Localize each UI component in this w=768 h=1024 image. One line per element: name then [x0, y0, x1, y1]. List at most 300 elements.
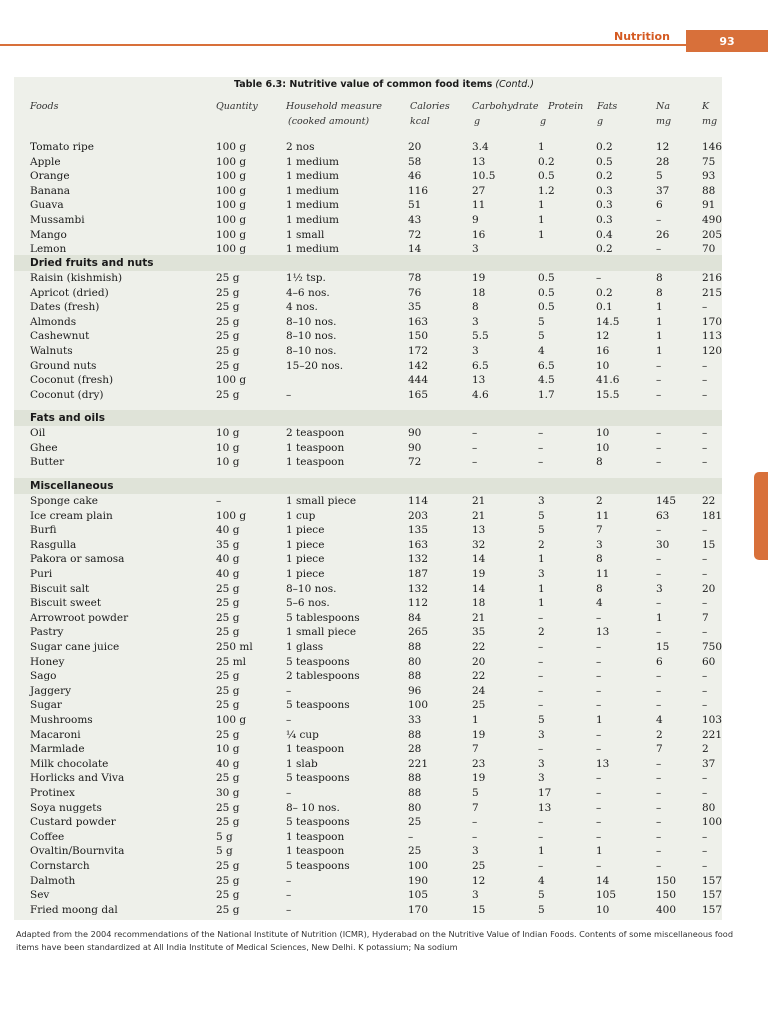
cell-potassium: –	[702, 860, 708, 872]
cell-household-measure: 2 nos	[286, 141, 315, 153]
cell-protein: 3	[538, 728, 545, 741]
table-row	[30, 596, 730, 610]
cell-carbohydrate: –	[472, 830, 478, 843]
cell-potassium: 22	[702, 495, 716, 507]
cell-quantity: 25 g	[216, 597, 240, 610]
cell-household-measure: 1 medium	[286, 199, 339, 212]
cell-fats: –	[596, 743, 602, 756]
cell-calories: 163	[408, 315, 429, 328]
cell-protein: 0.5	[538, 301, 555, 314]
cell-calories: 80	[408, 655, 422, 668]
cell-protein: –	[538, 816, 544, 829]
cell-protein: –	[538, 456, 544, 469]
col-header-k-unit: mg	[702, 116, 718, 127]
col-header-fats: Fats	[597, 101, 618, 112]
cell-calories: 142	[408, 359, 429, 372]
table-row	[30, 441, 730, 455]
cell-carbohydrate: 13	[472, 374, 486, 387]
cell-quantity: 25 g	[216, 388, 240, 401]
cell-carbohydrate: 14	[472, 553, 486, 566]
cell-potassium: 91	[702, 199, 716, 212]
cell-calories: 90	[408, 427, 422, 439]
header-rule	[0, 44, 768, 46]
cell-quantity: 25 g	[216, 330, 240, 343]
cell-household-measure: 1 medium	[286, 184, 339, 197]
cell-food-name: Apricot (dried)	[30, 286, 109, 299]
cell-sodium: –	[656, 388, 662, 401]
cell-protein: 5	[538, 889, 545, 902]
cell-household-measure: 1 teaspoon	[286, 743, 345, 756]
cell-sodium: 2	[656, 728, 663, 741]
cell-protein: 17	[538, 787, 552, 799]
cell-protein: 1.7	[538, 388, 555, 401]
cell-protein: 6.5	[538, 359, 555, 372]
cell-protein: 1.2	[538, 184, 555, 197]
cell-quantity: 100 g	[216, 509, 247, 522]
cell-calories: 112	[408, 597, 429, 610]
cell-food-name: Guava	[30, 199, 64, 212]
cell-carbohydrate: 21	[472, 495, 486, 507]
cell-food-name: Burfi	[30, 524, 57, 537]
cell-food-name: Coconut (dry)	[30, 388, 104, 401]
cell-fats: –	[596, 772, 602, 785]
cell-fats: 8	[596, 456, 603, 469]
cell-potassium: 15	[702, 538, 716, 551]
cell-calories: 444	[408, 374, 429, 387]
cell-carbohydrate: –	[472, 456, 478, 469]
col-header-carbohydrate: Carbohydrate	[472, 101, 539, 112]
cell-sodium: –	[656, 597, 662, 610]
cell-sodium: –	[656, 456, 662, 469]
cell-protein: 1	[538, 199, 545, 212]
cell-sodium: –	[656, 441, 662, 454]
cell-potassium: 100	[702, 816, 723, 829]
table-row	[30, 373, 730, 387]
cell-potassium: –	[702, 699, 708, 712]
cell-fats: 10	[596, 427, 610, 439]
cell-sodium: 8	[656, 272, 663, 284]
cell-potassium: –	[702, 845, 708, 858]
cell-food-name: Raisin (kishmish)	[30, 272, 123, 284]
cell-quantity: 250 ml	[216, 641, 253, 653]
cell-fats: 0.5	[596, 155, 613, 168]
cell-carbohydrate: 9	[472, 214, 479, 226]
cell-carbohydrate: 15	[472, 903, 486, 916]
table-row	[30, 815, 730, 829]
cell-quantity: 25 g	[216, 684, 240, 697]
cell-sodium: 37	[656, 184, 670, 197]
cell-food-name: Sugar	[30, 699, 62, 712]
cell-potassium: –	[702, 427, 708, 439]
table-row	[30, 888, 730, 902]
cell-food-name: Protinex	[30, 787, 75, 799]
cell-protein: –	[538, 427, 544, 439]
cell-fats: 0.3	[596, 184, 613, 197]
cell-protein: –	[538, 611, 544, 624]
cell-potassium: 93	[702, 170, 716, 183]
cell-sodium: 4	[656, 714, 663, 726]
table-row	[30, 713, 730, 727]
cell-household-measure: 1 medium	[286, 155, 339, 168]
table-row	[30, 786, 730, 800]
cell-carbohydrate: 25	[472, 699, 486, 712]
cell-calories: 135	[408, 524, 429, 537]
cell-quantity: 40 g	[216, 524, 240, 537]
table-row	[30, 228, 730, 242]
cell-quantity: 25 g	[216, 345, 240, 357]
cell-calories: 90	[408, 441, 422, 454]
cell-calories: 72	[408, 228, 422, 241]
cell-household-measure: –	[286, 388, 292, 401]
cell-calories: 88	[408, 641, 422, 653]
cell-protein: 0.2	[538, 155, 555, 168]
col-header-protein-unit: g	[540, 116, 547, 127]
cell-sodium: –	[656, 684, 662, 697]
cell-carbohydrate: 22	[472, 670, 486, 683]
cell-food-name: Horlicks and Viva	[30, 772, 125, 785]
section-heading: Dried fruits and nuts	[30, 257, 154, 269]
cell-food-name: Mussambi	[30, 214, 85, 226]
cell-potassium: –	[702, 359, 708, 372]
cell-fats: 0.2	[596, 170, 613, 183]
cell-sodium: –	[656, 845, 662, 858]
cell-calories: 165	[408, 388, 429, 401]
cell-household-measure: 4 nos.	[286, 301, 318, 314]
cell-household-measure: 1 piece	[286, 524, 325, 537]
cell-quantity: 25 g	[216, 903, 240, 916]
cell-potassium: 221	[702, 728, 723, 741]
cell-sodium: 26	[656, 228, 670, 241]
cell-sodium: 150	[656, 889, 677, 902]
cell-potassium: –	[702, 374, 708, 387]
cell-protein: 2	[538, 538, 545, 551]
cell-sodium: –	[656, 757, 662, 770]
cell-fats: 0.3	[596, 199, 613, 212]
cell-sodium: –	[656, 787, 662, 799]
cell-protein: 1	[538, 553, 545, 566]
cell-potassium: –	[702, 568, 708, 580]
cell-sodium: –	[656, 626, 662, 639]
cell-calories: 221	[408, 757, 429, 770]
cell-household-measure: 1½ tsp.	[286, 272, 326, 284]
cell-calories: 88	[408, 728, 422, 741]
cell-sodium: –	[656, 860, 662, 872]
cell-food-name: Jaggery	[30, 684, 72, 697]
cell-household-measure: 5–6 nos.	[286, 597, 330, 610]
cell-carbohydrate: 11	[472, 199, 486, 212]
cell-quantity: 10 g	[216, 441, 240, 454]
table-row	[30, 213, 730, 227]
cell-calories: 116	[408, 184, 429, 197]
cell-food-name: Cashewnut	[30, 330, 90, 343]
table-row	[30, 655, 730, 669]
table-row	[30, 455, 730, 469]
cell-potassium: 490	[702, 214, 723, 226]
cell-calories: 88	[408, 787, 422, 799]
cell-carbohydrate: 21	[472, 611, 486, 624]
cell-food-name: Ghee	[30, 441, 58, 454]
cell-protein: –	[538, 699, 544, 712]
table-row	[30, 742, 730, 756]
cell-protein: 3	[538, 495, 545, 507]
table-row	[30, 271, 730, 285]
cell-household-measure: 5 teaspoons	[286, 699, 350, 712]
cell-protein: 0.5	[538, 272, 555, 284]
cell-carbohydrate: 27	[472, 184, 486, 197]
cell-sodium: –	[656, 830, 662, 843]
section-band	[14, 478, 722, 494]
cell-calories: 46	[408, 170, 422, 183]
cell-fats: –	[596, 787, 602, 799]
table-row	[30, 771, 730, 785]
cell-protein: 5	[538, 315, 545, 328]
cell-carbohydrate: 32	[472, 538, 486, 551]
cell-carbohydrate: 6.5	[472, 359, 489, 372]
cell-protein: 0.5	[538, 170, 555, 183]
cell-food-name: Coffee	[30, 830, 65, 843]
cell-quantity: –	[216, 495, 222, 507]
cell-protein: –	[538, 641, 544, 653]
cell-food-name: Fried moong dal	[30, 903, 118, 916]
cell-fats: –	[596, 655, 602, 668]
cell-potassium: 170	[702, 315, 723, 328]
cell-quantity: 25 g	[216, 728, 240, 741]
cell-food-name: Sponge cake	[30, 495, 98, 507]
table-row	[30, 286, 730, 300]
cell-food-name: Oil	[30, 427, 46, 439]
cell-quantity: 25 g	[216, 582, 240, 595]
cell-protein: 5	[538, 330, 545, 343]
cell-household-measure: 1 teaspoon	[286, 845, 345, 858]
cell-sodium: 63	[656, 509, 670, 522]
col-header-protein: Protein	[548, 101, 584, 112]
cell-food-name: Biscuit sweet	[30, 597, 102, 610]
cell-sodium: 1	[656, 345, 663, 357]
cell-fats: –	[596, 801, 602, 814]
cell-food-name: Macaroni	[30, 728, 81, 741]
cell-carbohydrate: 35	[472, 626, 486, 639]
cell-protein: –	[538, 441, 544, 454]
cell-food-name: Pastry	[30, 626, 64, 639]
cell-calories: 203	[408, 509, 429, 522]
table-row	[30, 184, 730, 198]
col-header-calories: Calories	[410, 101, 450, 112]
cell-carbohydrate: 3	[472, 315, 479, 328]
cell-protein: –	[538, 670, 544, 683]
cell-food-name: Cornstarch	[30, 860, 90, 872]
cell-food-name: Puri	[30, 568, 53, 580]
col-header-measure-sub: (cooked amount)	[288, 116, 370, 127]
cell-protein: 3	[538, 568, 545, 580]
table-row	[30, 698, 730, 712]
cell-carbohydrate: 7	[472, 801, 479, 814]
cell-calories: 20	[408, 141, 422, 153]
cell-calories: 33	[408, 714, 422, 726]
table-row	[30, 669, 730, 683]
cell-carbohydrate: 1	[472, 714, 479, 726]
cell-potassium: –	[702, 301, 708, 314]
cell-household-measure: 8–10 nos.	[286, 315, 337, 328]
cell-carbohydrate: 14	[472, 582, 486, 595]
cell-protein: 1	[538, 214, 545, 226]
cell-protein: 1	[538, 141, 545, 153]
cell-household-measure: 4–6 nos.	[286, 286, 330, 299]
cell-potassium: 60	[702, 655, 716, 668]
cell-quantity: 25 g	[216, 301, 240, 314]
cell-quantity: 25 g	[216, 801, 240, 814]
cell-protein: 13	[538, 801, 552, 814]
cell-fats: 3	[596, 538, 603, 551]
table-row	[30, 494, 730, 508]
cell-calories: 14	[408, 243, 422, 256]
cell-potassium: –	[702, 787, 708, 799]
col-header-measure: Household measure	[286, 101, 383, 112]
cell-quantity: 25 g	[216, 889, 240, 902]
cell-quantity: 10 g	[216, 743, 240, 756]
cell-fats: 16	[596, 345, 610, 357]
cell-household-measure: 8– 10 nos.	[286, 801, 340, 814]
cell-sodium: 400	[656, 903, 677, 916]
cell-quantity: 100 g	[216, 374, 247, 387]
cell-carbohydrate: 25	[472, 860, 486, 872]
cell-sodium: 28	[656, 155, 670, 168]
cell-carbohydrate: 23	[472, 757, 486, 770]
cell-protein: 1	[538, 582, 545, 595]
cell-sodium: –	[656, 374, 662, 387]
cell-food-name: Sev	[30, 889, 50, 902]
cell-protein: 2	[538, 626, 545, 639]
table-row	[30, 830, 730, 844]
cell-sodium: –	[656, 699, 662, 712]
col-header-na: Na	[656, 101, 670, 112]
cell-protein: 4.5	[538, 374, 555, 387]
cell-fats: 11	[596, 568, 610, 580]
cell-fats: –	[596, 860, 602, 872]
cell-quantity: 100 g	[216, 184, 247, 197]
table-row	[30, 388, 730, 402]
cell-carbohydrate: 24	[472, 684, 486, 697]
cell-food-name: Butter	[30, 456, 65, 469]
cell-household-measure: –	[286, 684, 292, 697]
cell-carbohydrate: 12	[472, 874, 486, 887]
cell-sodium: 8	[656, 286, 663, 299]
cell-quantity: 25 g	[216, 626, 240, 639]
cell-potassium: 157	[702, 889, 723, 902]
table-row	[30, 640, 730, 654]
table-row	[30, 169, 730, 183]
cell-quantity: 40 g	[216, 553, 240, 566]
cell-potassium: 103	[702, 714, 723, 726]
cell-potassium: –	[702, 441, 708, 454]
cell-potassium: –	[702, 772, 708, 785]
table-row	[30, 684, 730, 698]
cell-fats: 41.6	[596, 374, 620, 387]
cell-protein: –	[538, 743, 544, 756]
cell-potassium: –	[702, 830, 708, 843]
cell-food-name: Soya nuggets	[30, 801, 102, 814]
cell-quantity: 100 g	[216, 228, 247, 241]
cell-food-name: Coconut (fresh)	[30, 374, 114, 387]
cell-fats: 8	[596, 553, 603, 566]
cell-household-measure: 8–10 nos.	[286, 582, 337, 595]
table-row	[30, 359, 730, 373]
cell-carbohydrate: 3.4	[472, 141, 489, 153]
table-row	[30, 625, 730, 639]
cell-potassium: 205	[702, 228, 723, 241]
cell-sodium: 12	[656, 141, 670, 153]
cell-potassium: –	[702, 524, 708, 537]
cell-fats: 4	[596, 597, 603, 610]
cell-carbohydrate: 7	[472, 743, 479, 756]
cell-potassium: 120	[702, 345, 723, 357]
cell-carbohydrate: 3	[472, 243, 479, 256]
cell-calories: 172	[408, 345, 429, 357]
cell-quantity: 100 g	[216, 155, 247, 168]
cell-sodium: 6	[656, 655, 663, 668]
cell-fats: 11	[596, 509, 610, 522]
cell-food-name: Milk chocolate	[30, 757, 109, 770]
cell-food-name: Honey	[30, 655, 65, 668]
table-row	[30, 844, 730, 858]
cell-sodium: –	[656, 359, 662, 372]
cell-calories: 84	[408, 611, 422, 624]
cell-carbohydrate: 19	[472, 568, 486, 580]
table-row	[30, 329, 730, 343]
cell-carbohydrate: 16	[472, 228, 486, 241]
cell-carbohydrate: 10.5	[472, 170, 496, 183]
cell-potassium: 146	[702, 141, 723, 153]
cell-sodium: –	[656, 214, 662, 226]
cell-household-measure: 1 small piece	[286, 495, 357, 507]
cell-protein: –	[538, 684, 544, 697]
cell-quantity: 25 g	[216, 860, 240, 872]
section-heading: Miscellaneous	[30, 480, 114, 492]
cell-protein: 5	[538, 714, 545, 726]
cell-calories: 190	[408, 874, 429, 887]
cell-carbohydrate: 5.5	[472, 330, 489, 343]
cell-protein: 5	[538, 903, 545, 916]
cell-protein: 5	[538, 524, 545, 537]
cell-protein: –	[538, 860, 544, 872]
cell-household-measure: –	[286, 874, 292, 887]
cell-food-name: Lemon	[30, 243, 67, 256]
table-row	[30, 552, 730, 566]
cell-calories: 105	[408, 889, 429, 902]
cell-carbohydrate: –	[472, 816, 478, 829]
cell-carbohydrate: 19	[472, 272, 486, 284]
cell-household-measure: 1 cup	[286, 509, 316, 522]
cell-carbohydrate: 19	[472, 728, 486, 741]
cell-household-measure: –	[286, 714, 292, 726]
cell-sodium: 15	[656, 641, 670, 653]
cell-quantity: 25 g	[216, 670, 240, 683]
cell-household-measure: 5 teaspoons	[286, 860, 350, 872]
cell-carbohydrate: 3	[472, 889, 479, 902]
cell-fats: –	[596, 728, 602, 741]
cell-protein: 1	[538, 845, 545, 858]
cell-carbohydrate: 18	[472, 597, 486, 610]
cell-calories: 88	[408, 772, 422, 785]
cell-calories: 80	[408, 801, 422, 814]
cell-quantity: 100 g	[216, 714, 247, 726]
cell-calories: 100	[408, 860, 429, 872]
cell-food-name: Marmlade	[30, 743, 85, 756]
cell-potassium: –	[702, 670, 708, 683]
cell-quantity: 25 ml	[216, 655, 247, 668]
cell-protein: 4	[538, 345, 545, 357]
cell-protein: 5	[538, 509, 545, 522]
col-header-foods: Foods	[30, 101, 59, 112]
